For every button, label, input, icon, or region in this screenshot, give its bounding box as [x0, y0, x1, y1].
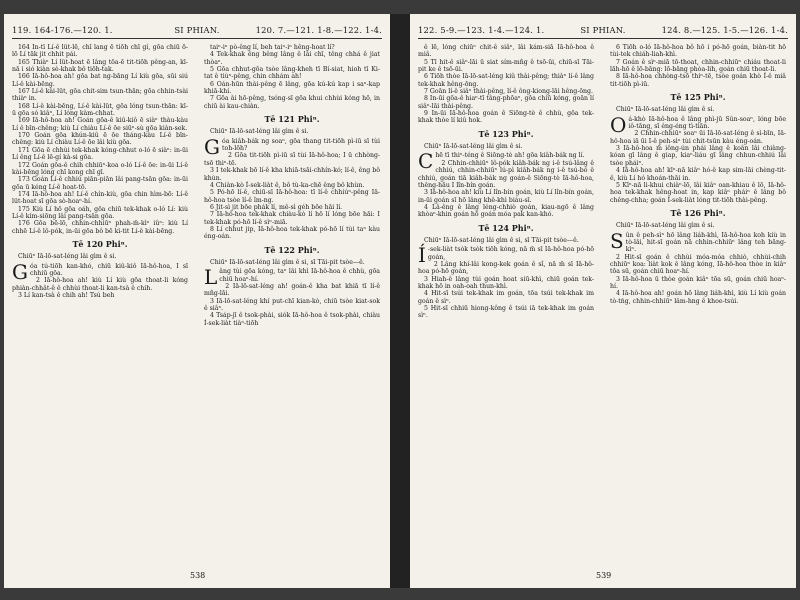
psalm-title: Tē 123 Phiⁿ.: [478, 128, 534, 139]
psalm-superscription: Chiūⁿ Iā-lō-sat-léng lâi gìm ê si, sī Tāi-pit tsòe—ê.: [424, 236, 579, 244]
verse-paragraph: 7 Iā-hô-hoa tek-khak chiàu-kò lí hō lí lóng bōe hāi: I tek-khak pó-hō lí-ê sìⁿ-miā.: [204, 211, 380, 226]
drop-cap: Í: [418, 243, 426, 268]
verse-paragraph: Góa tú-tiōh kan-khó, chiū kiû-kiô Iā-hô-hoa, I sī chhiū gōa.: [12, 259, 188, 284]
verse-paragraph: 167 Lí-ê kài-lüt, gōa chit-sim tsun-thān; gōa chhin-tsài thiàⁿ in.: [12, 88, 188, 103]
right-page-header: [418, 24, 788, 39]
verse-paragraph: 3 Lí kan-tsà ê chih ah! Tsú beh: [18, 292, 115, 299]
psalm-title: Tē 120 Phiⁿ.: [72, 238, 128, 249]
verse-paragraph: Góa kiâh-bák ng soaⁿ, gōa thang tit-tiōh pì-iū sī tùi toh-lōh?: [204, 134, 380, 159]
verse-paragraph: 5 Tī hit-ê siâⁿ-lāi ū siat sím-mn̂g ê tsō-ūi, chiū-sī Tāi-pit ke ê tsō-ūi.: [418, 58, 594, 74]
psalm-title: Tē 121 Phiⁿ.: [264, 114, 320, 125]
psalm-superscription: Chiūⁿ Iā-lō-sat-léng lâi gìm ê si.: [616, 106, 715, 114]
psalm-title: Tē 124 Phiⁿ.: [478, 222, 534, 233]
drop-cap: S: [610, 228, 624, 253]
psalm-superscription: Chiūⁿ Iā-lō-sat-léng lâi gìm ê si.: [18, 253, 117, 261]
left-column-1: [12, 44, 188, 299]
verse-paragraph: 2 Chhin-chhiūⁿ lô-pók kiâh-bák ng i-ê tsú-lâng ê chhiú, chhin-chhiūⁿ lú-pì kiâh-bák ng i-ê tsú-bó ê chhiú, goán tiā kiâh-bák ng goán-ê Siōng-tè Iā-hô-hoa, thêng-hāu I lîn-bín goán.: [418, 159, 594, 189]
left-header-range-right: 120. 7.—121. 1-8.—122. 1-4.: [255, 25, 382, 35]
verse-paragraph: 6 Tiōh o-ló Iā-hô-hoa bô hō i pó-hō goán, biàn-tit hō tùi-tek chiáh-liah-khì.: [610, 44, 786, 59]
verse-paragraph: 173 Goán Lí-ê chhiú piān-piān lâi pang-tsān gōa: in-ūi gōa ū kéng Lí-ê hoat-tō.: [12, 176, 188, 191]
verse-paragraph: 4 Lâ-êng ê lâng léng-chhiò goán, kiau-ngō ê lâng khòaⁿ-khin goán hō goán móa pak kan-khó.: [418, 203, 594, 219]
psalm-superscription: Chiūⁿ Iā-lō-sat-léng lâi gìm ê si.: [210, 128, 309, 136]
verse-paragraph: 175 Kiù Lí hō gōa oáh, gōa chiū tek-khak o-ló Lí: kiù Lí-ê kím-siōng lâi pang-tsān gōa.: [12, 205, 188, 220]
verse-paragraph: 4 Hit-sī tsúi tek-khak im goán, tōa tsúi tek-khak im goán ê sìⁿ.: [418, 290, 594, 305]
left-page-header: [12, 24, 382, 39]
verse-paragraph: 3 Iā-hô-hoa m̄ iông-ún phái lâng ê koân lâi chiàng-kóan gī lâng ê giap, kiaⁿ-liáu gī lâng chhun-chhiú lâi tsòe pháiⁿ.: [610, 145, 786, 167]
verse-paragraph: 170 Goán gōa khún-kiû ē ōe tháng-kàu Lí-ê bīn-chêng: kiù Lí chiàu Lí-ê ōe lâi kiù gōa.: [12, 132, 188, 147]
psalm-superscription: Chiūⁿ Iā-lō-sat-léng lâi gìm ê si, sī Tāi-pit tsòe—ê.: [210, 258, 365, 266]
verse-paragraph: 166 Iā-hô-hoa ah! gōa bat ng-bāng Lí kiù gōa, sūi siú Lí-ê kài-bēng.: [12, 73, 188, 88]
left-column-2: [204, 44, 380, 327]
verse-paragraph: 7 Goán ê sìⁿ-miā tō-thoat, chhin-chhiūⁿ chiáu thoat-li lāh-hō ê lō-bāng: lō-bāng phòa-lih, goán chiū thoat-li.: [610, 58, 786, 74]
book-gutter: [390, 14, 410, 588]
left-page: [4, 14, 390, 588]
left-header-range: 119. 164-176.—120. 1.: [12, 25, 113, 35]
psalm-title: Tē 125 Phiⁿ.: [670, 92, 726, 103]
verse-paragraph: 2 Lâng khí-lâi kong-kek goán ê sî, nā m̄ sī Iā-hô-hoa pó-hō goán,: [418, 260, 594, 276]
verse-paragraph: 171 Gōa ē chhùi tek-khak kóng-chhut o-ló ē siàⁿ: in-ūi Lí êng Lí-ê lē-gí kà-si gōa.: [12, 146, 188, 162]
verse-paragraph: 5 Pó-hō lí-ê, chiū-sī Iā-hô-hoa: tī lí-ê chhiúⁿ-pêng Iā-hô-hoa tsòe lí-ê îm-ng.: [204, 189, 380, 204]
verse-paragraph: 8 Iā-hô-hoa chhòng-tsō thiⁿ-tē, tsòe goán khò Í-ê miâ tit-tiōh pì-iū.: [610, 73, 786, 88]
verse-paragraph: 9 In-ūi Iā-hô-hoa goán ê Siōng-tè ê chhù, gōa tek-khak thòe lí kiû hok.: [418, 110, 594, 125]
verse-paragraph: 169 Iā-hô-hoa ah! Goán gōa-ê kiû-kiô ē siàⁿ thàu-kàu Lí ê bīn-chêng; kiù Lí chiàu Lí-ê ōe siūⁿ-sù gōa kiàn-sek.: [12, 117, 188, 132]
verse-paragraph: 4 Iā-hô-hoa ah! goán hō lâng liáh-khì, kiù Lí kiù goán tò-tńg, chhin-chhiūⁿ lâm-hng ê khoe-tsúi.: [610, 290, 786, 305]
verse-paragraph: Oá-khò Iā-hô-hoa ê lâng phì-jū Sûn-soaⁿ, lóng bōe iô-tāng, sī éng-éng tì-tiān.: [610, 112, 786, 137]
right-header-title: SI PHIAN.: [580, 25, 626, 35]
verse-paragraph: 5 Gōa chhut-gōa tsòe lâng-kheh tī Bí-siat, hioh tī Ki-tat ê tiùⁿ-pêng, chin chhám ah!: [204, 66, 380, 81]
verse-paragraph: 7 Gōa ài hō-pêng, tsóng-sī gōa khui chhùi kóng hō, in chiū ài kau-chiàn.: [204, 95, 380, 110]
drop-cap: G: [204, 134, 220, 159]
verse-paragraph: 6 Tiōh thòe Iā-lō-sat-léng kiû thài-pêng; thiàⁿ lí-ê lâng tek-khak hêng-ōng.: [418, 73, 594, 88]
verse-paragraph: 8 In-ūi gōa-ê hiaⁿ-tī tâng-phōaⁿ, gōa chiū kóng, goān lí siâⁿ-lāi thài-pêng.: [418, 95, 594, 110]
verse-paragraph: 8 Lí chhut jip, Iā-hô-hoa tek-khak pó-hō lí tùi taⁿ kàu éng-oán.: [204, 225, 380, 241]
verse-paragraph: 164 In-tï Lí-ê lüt-lē, chī lang ē tiōh chī gí, gōa chiū ō-lō Lí tāk jit chhit pái.: [12, 44, 188, 59]
verse-paragraph: 174 Iā-hô-hoa ah! Lí-ê chín-kiù, gōa chin hìm-bō: Lí-ê lüt-hoat sī gōa sò-hoaⁿ-hí.: [12, 190, 188, 206]
verse-paragraph: Chē tī thiⁿ-téng ê Siōng-tè ah! gōa kiâh-bák ng lí.: [418, 149, 585, 174]
verse-paragraph: 4 Tsáp-jī ê tsok-phài, siók Iā-hô-hoa ê tsok-phài, chiàu Í-sek-liàt tiàⁿ-tiōh: [204, 312, 380, 327]
verse-paragraph: 2 Iā-lō-sat-léng ah! goán-ê kha bat khiā tī lí-ê mn̂g-lāi.: [204, 282, 380, 298]
right-column-1: [418, 44, 594, 320]
right-page: [410, 14, 796, 588]
verse-paragraph: 2 Hit-sī goán ê chhùi móa-móa chhiò, chhùi-chih chhiūⁿ koa: liàt kok ê lâng kóng, Iā-hô-hoa thòe in kiâⁿ tōa sū, goán chiū hoaⁿ-hí.: [610, 253, 786, 276]
psalm-title: Tē 126 Phiⁿ.: [670, 207, 726, 218]
verse-paragraph: 6 Oán-hūn thài-pêng ē lâng, gōa kú-kú kap i saⁿ-kap khiā-khí.: [204, 80, 380, 96]
verse-paragraph: 172 Goán gōa-ê chih chhiūⁿ-koa o-ló Lí-ê ōe: in-ūi Lí-ê kài-bēng lóng chī kong chī gī.: [12, 161, 188, 176]
left-page-number: 538: [190, 571, 206, 580]
verse-paragraph: 3 Hiah-ê lâng tùi goán hoat siū-khì, chiū goán tek-khak hō in oah-oah thun-khì.: [418, 275, 594, 290]
verse-paragraph: 165 Thiàⁿ Lí lüt-hoat ē lâng tōa-ē tit-tiōh pêng-an, kī-nā i sió kiàn sè-khak bô tiōh-tak.: [12, 58, 188, 74]
verse-paragraph: 3 Iā-lō-sat-léng khí put-chī kian-kò, chiū tsòe kiat-sok ê siâⁿ.: [204, 297, 380, 312]
drop-cap: O: [610, 112, 627, 137]
right-header-range: 122. 5-9.—123. 1-4.—124. 1.: [418, 25, 545, 35]
verse-paragraph: 168 Lí-ê kài-bēng, Lí-ê kài-lüt, gōa lóng tsun-thān: kī-ū gōa só kiâⁿ, Lí lóng kàm-chhat.: [12, 102, 188, 118]
verse-paragraph: 6 Jit-sì jit bōe phák lí, mê-sì géh bōe hāi lí.: [210, 203, 343, 211]
verse-paragraph: 5 Kīⁿ-nā li-khui chiàⁿ-lō, lâi kiâⁿ oan-khiau ê lō, Iā-hô-hoa tek-khak hêng-hoat in, kap kiâⁿ pháiⁿ ê lâng bô chêng-chha; goán Í-sek-liàt lóng tit-tiōh thài-pêng.: [610, 181, 786, 204]
psalm-title: Tē 122 Phiⁿ.: [264, 244, 320, 255]
verse-paragraph: 2 Gōa tit-tiōh pì-iū sī tùi Iā-hô-hoa; I ū chhòng-tsō thiⁿ-tē.: [204, 152, 380, 167]
verse-paragraph: 176 Gōa bē-lō, chhin-chhiūⁿ phah-m̄-kìⁿ iûⁿ: kiù Lí chhē Lí-ê lô-pók, in-ūi gōa bô bē kì-tit Lí-ê kài-bēng.: [12, 220, 188, 235]
verse-paragraph: 3 Iā-hô-hoa ū thòe goán kiâⁿ tōa sū, goán chiū hoaⁿ-hí.: [610, 275, 786, 290]
verse-paragraph: 4 Chiàn-kò Í-sek-liàt ê, bô tù-ka-chē êng bô khùn.: [210, 181, 365, 189]
verse-paragraph: 5 Hit-sī chhiū hiong-kông ê tsúi iā tek-khak im goán sìⁿ.: [418, 305, 594, 320]
drop-cap: C: [418, 149, 434, 174]
verse-paragraph: Í -sek-liàt tsòk tsòk tiōh kóng, nā m̄ sī Iā-hô-hoa pó-hō goán,: [418, 243, 594, 268]
verse-paragraph: taiⁿ-iⁿ pò-êng lí, beh taiⁿ-iⁿ hêng-hoat lí?: [210, 44, 335, 51]
right-column-2: [610, 44, 786, 305]
verse-paragraph: 2 Iā-hô-hoa ah! kiù Lí kiù gōa thoat-li kóng phiàn-chhât-ê ê chhùi thoat-li kan-tsà ê chih.: [12, 277, 188, 292]
psalm-superscription: Chiūⁿ Iā-lō-sat-léng lâi gìm ê si.: [424, 143, 523, 151]
verse-paragraph: Sûn ê peh-sìⁿ hō lâng liáh-khì, Iā-hô-hoa koh kiù in tò-lâi, hit-sī goán nā chhin-chhiūⁿ lâng teh bāng-kìⁿ.: [610, 228, 786, 254]
verse-paragraph: ê lē, lóng chiūⁿ chit-ê siâⁿ, lâi kám-siā Iā-hô-hoa ê miâ.: [418, 44, 594, 59]
right-page-number: 539: [596, 571, 612, 580]
verse-paragraph: 7 Goān lí-ê siâⁿ thài-pêng, lí-ê ông-kiong-lāi hêng-ōng.: [424, 88, 593, 96]
right-header-range-right: 124. 8.—125. 1-5.—126. 1-4.: [661, 25, 788, 35]
psalm-superscription: Chiūⁿ Iā-lō-sat-léng lâi gìm ê si.: [616, 222, 715, 230]
verse-paragraph: 3 I tek-khak bō lí-ê kha khiā-tsāi-chhín-kó; lí-ê, êng bô khùn.: [204, 167, 380, 182]
verse-paragraph: Lâng tùi gōa kóng, taⁿ lâi khì Iā-hô-hoa ê chhù, gōa chiū hoaⁿ-hí.: [204, 265, 380, 290]
verse-paragraph: 4 Tek-khak êng bêng lâng ê lâi chī, têng chhá ê jiat thòaⁿ.: [204, 51, 380, 66]
verse-paragraph: 3 Iā-hô-hoa ah! kiù Lí lîn-bín goán, kiù Lí lîn-bín goán, in-ūi goán sī hō lâng khê-khì biáu-sī.: [418, 189, 594, 204]
verse-paragraph: 4 Iā-hô-hoa ah! kīⁿ-nā kiâⁿ hó-ê kap sim-lāi chèng-tit-ê, kiù Lí hó khoán-thāi in.: [610, 167, 786, 182]
drop-cap: G: [12, 259, 28, 284]
verse-paragraph: 2 Chhin-chhiūⁿ soaⁿ ūi Iā-lō-sat-léng ê sì-bīn, Iā-hô-hoa iā ūi I-ê peh-sìⁿ tùi chit-tsūn kàu éng-oán.: [610, 130, 786, 145]
left-header-title: SI PHIAN.: [174, 25, 220, 35]
drop-cap: L: [204, 265, 218, 290]
